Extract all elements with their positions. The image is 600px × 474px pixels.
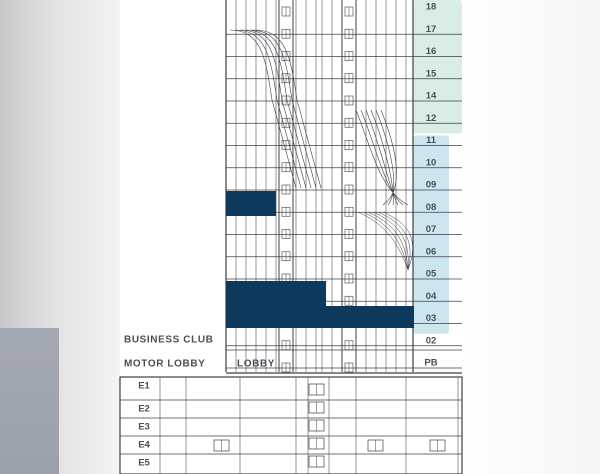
floor-label: 12 (425, 112, 437, 124)
basement-label: E5 (138, 457, 150, 469)
floor-label: 18 (425, 1, 437, 13)
floor-labels (124, 2, 438, 469)
floor-label: 06 (425, 246, 437, 258)
lobby-label: LOBBY (237, 358, 275, 370)
elevator-bank-bands (413, 0, 462, 334)
floor-label: 15 (425, 68, 437, 80)
basement-outline (120, 377, 462, 474)
floor-label: 16 (425, 46, 437, 58)
floor-label: 14 (425, 90, 437, 102)
floor-label: PB (424, 357, 438, 369)
floor-label: 10 (425, 157, 437, 169)
basement-section (120, 377, 462, 474)
floor-label: 09 (425, 179, 437, 191)
floor-label: 02 (425, 335, 437, 347)
floor-label: 08 (425, 201, 437, 213)
basement-label: E4 (138, 439, 150, 451)
upper-bank-band (413, 0, 462, 134)
basement-label: E2 (138, 403, 150, 415)
floor-label: 17 (425, 23, 437, 35)
floor-label: 03 (425, 313, 437, 325)
floor-label: 04 (425, 290, 437, 302)
basement-label: E3 (138, 421, 150, 433)
highlight-floor-04 (226, 281, 326, 307)
facade-curve (255, 30, 321, 188)
basement-label: E1 (138, 380, 150, 392)
highlight-floor-08 (226, 191, 276, 216)
highlight-floor-03 (226, 306, 414, 328)
floor-label: 07 (425, 224, 437, 236)
business-club-label: BUSINESS CLUB (124, 334, 214, 346)
floor-label: 05 (425, 268, 437, 280)
floor-label: 11 (425, 135, 437, 147)
motor-lobby-label: MOTOR LOBBY (124, 358, 206, 370)
facade-curve (235, 30, 301, 188)
facade-curve (245, 30, 311, 188)
facade-curve (381, 110, 396, 205)
